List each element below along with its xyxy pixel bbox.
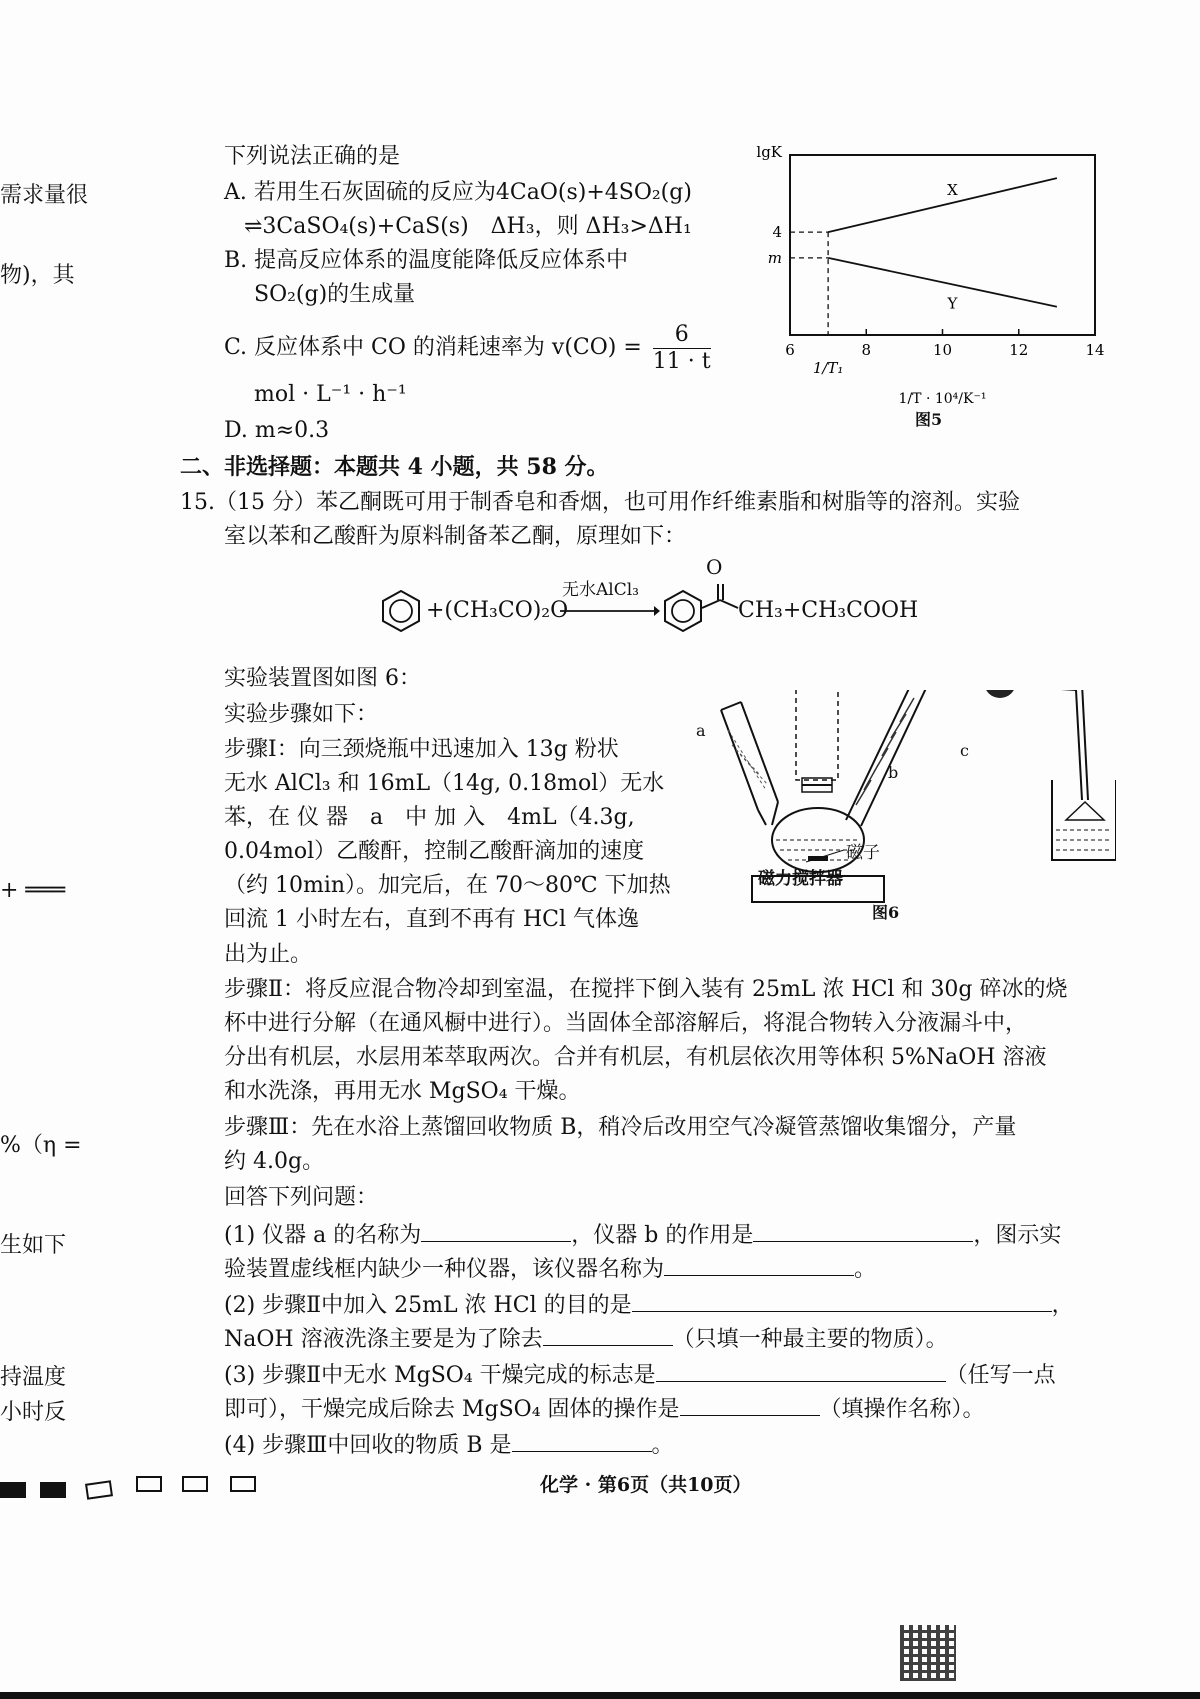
dropping-funnel-a [721,702,778,825]
drying-tube-c [984,690,1088,800]
q14-option-c [224,318,715,378]
subq3-text: (3) 步骤Ⅱ中无水 MgSO₄ 干燥完成的标志是 [224,1363,656,1388]
q14-option-c-text: C. 反应体系中 CO 的消耗速率为 v(CO) = [224,335,642,360]
carbonyl-bond-icon [700,582,740,612]
subq2-text: NaOH 溶液洗涤主要是为了除去 [224,1327,543,1352]
y-tick-label: 4 [772,223,782,242]
figure5-chart [750,140,1110,440]
answer-blank-6[interactable] [656,1359,946,1382]
step1-line5: （约 10min）。加完后，在 70～80℃ 下加热 [224,873,671,898]
subq2-text: ， [1051,1293,1074,1318]
step2-line4: 和水洗涤，再用无水 MgSO₄ 干燥。 [224,1079,581,1104]
step1-line2: 无水 AlCl₃ 和 16mL（14g, 0.18mol）无水 [224,771,665,796]
figure6-caption: 图6 [872,903,900,922]
q14-option-a-line1: A. 若用生石灰固硫的反应为4CaO(s)+4SO₂(g) [224,180,692,205]
equation-condition: 无水AlCl₃ [562,580,639,600]
subq2-line2 [224,1323,948,1355]
x-tick-label: 8 [861,341,872,359]
rate-fraction [653,322,711,375]
subq1-text: 。 [854,1257,877,1282]
step2-line1: 步骤Ⅱ：将反应混合物冷却到室温，在搅拌下倒入装有 25mL 浓 HCl 和 30g 碎冰的烧 [224,977,1068,1002]
footer-mark [85,1480,113,1499]
footer-mark [230,1476,256,1492]
footer-mark [136,1476,162,1492]
subq3-text: （任写一点 [945,1363,1056,1388]
bottom-edge [0,1692,1200,1699]
answer-blank-3[interactable] [664,1253,854,1276]
margin-fragment: %（η = [0,1133,82,1158]
q14-intro: 下列说法正确的是 [224,144,401,169]
equation-carbonyl-oxygen: O [706,555,723,579]
subq1-line2 [224,1253,876,1285]
q14-option-b-line2: SO₂(g)的生成量 [254,282,416,307]
missing-instrument-box [796,690,838,780]
subq1-text: ，仪器 b 的作用是 [571,1223,754,1248]
x-tick-label: 10 [932,341,953,359]
margin-fragment: 生如下 [0,1233,67,1258]
y-tick-label: m [767,248,782,267]
margin-fragment: 持温度 [0,1365,67,1390]
answer-blank-7[interactable] [680,1393,820,1416]
step1-line6: 回流 1 小时左右，直到不再有 HCl 气体逸 [224,907,640,932]
steps-intro: 实验步骤如下： [224,702,379,727]
x-tick-label: 12 [1009,341,1029,359]
subq3-line1 [224,1359,1056,1391]
step1-line4: 0.04mol）乙酸酐，控制乙酸酐滴加的速度 [224,839,645,864]
answer-intro: 回答下列问题： [224,1185,379,1210]
x-tick-label: 14 [1085,341,1105,359]
q14-option-c-unit: mol · L⁻¹ · h⁻¹ [254,382,407,407]
step1-line3: 苯，在 仪 器 a 中 加 入 4mL（4.3g, [224,805,635,830]
step1-line1: 步骤Ⅰ：向三颈烧瓶中迅速加入 13g 粉状 [224,737,619,762]
subq1-text: ，图示实 [973,1223,1062,1248]
subq3-line2 [224,1393,985,1425]
subq4-text: (4) 步骤Ⅲ中回收的物质 B 是 [224,1433,512,1458]
subq2-text: (2) 步骤Ⅱ中加入 25mL 浓 HCl 的目的是 [224,1293,632,1318]
q14-option-b-line1: B. 提高反应体系的温度能降低反应体系中 [224,248,629,273]
q15-line2: 室以苯和乙酸酐为原料制备苯乙酮，原理如下： [224,524,687,549]
benzene-ring-icon [378,588,424,634]
label-c: c [960,741,969,760]
label-stir-bar: 磁子 [846,843,880,863]
step2-line3: 分出有机层，水层用苯萃取两次。合并有机层，有机层依次用等体积 5%NaOH 溶液 [224,1045,1047,1070]
q14-option-a-line2: ⇌3CaSO₄(s)+CaS(s) ΔH₃，则 ΔH₃>ΔH₁ [244,214,692,239]
step2-line2: 杯中进行分解（在通风橱中进行）。当固体全部溶解后，将混合物转入分液漏斗中， [224,1011,1028,1036]
margin-fragment: 物)，其 [0,263,75,288]
subq2-text: （只填一种最主要的物质）。 [672,1327,948,1352]
equation-product: CH₃+CH₃COOH [738,598,919,623]
answer-blank-5[interactable] [543,1323,673,1346]
subq2-line1 [224,1289,1074,1321]
absorption-beaker [1052,780,1116,860]
answer-blank-4[interactable] [632,1289,1052,1312]
plot-frame [790,155,1095,335]
page-footer: 化学 · 第6页（共10页） [540,1474,752,1496]
margin-fragment: + ═══ [0,878,66,903]
label-a: a [696,721,706,740]
series-line [828,178,1057,232]
answer-blank-1[interactable] [421,1219,571,1242]
fig6-intro: 实验装置图如图 6： [224,666,421,691]
step3-line2: 约 4.0g。 [224,1149,325,1174]
qr-code-icon [900,1625,956,1681]
margin-fragment: 小时反 [0,1400,67,1425]
x-tick-label: 6 [785,341,795,359]
figure6-apparatus [696,690,1116,930]
answer-blank-8[interactable] [512,1429,652,1452]
subq4-text: 。 [651,1433,674,1458]
section-heading: 二、非选择题：本题共 4 小题，共 58 分。 [180,454,609,480]
x-axis-label: 1/T · 10⁴/K⁻¹ [898,391,987,407]
label-magnetic-stirrer: 磁力搅拌器 [758,869,843,889]
answer-blank-2[interactable] [753,1219,973,1242]
figure5-caption: 图5 [915,410,943,429]
y-axis-label: lgK [756,143,782,161]
subq4-line1 [224,1429,674,1461]
margin-fragment: 需求量很 [0,183,89,208]
subq1-text: 验装置虚线框内缺少一种仪器，该仪器名称为 [224,1257,665,1282]
series-line [828,258,1057,307]
x-marker-label: 1/T₁ [812,359,844,377]
fraction-denominator: 11 · t [652,348,711,374]
footer-mark [0,1482,26,1498]
step3-line1: 步骤Ⅲ：先在水浴上蒸馏回收物质 B，稍冷后改用空气冷凝管蒸馏收集馏分，产量 [224,1115,1017,1140]
q15-line1: 15.（15 分）苯乙酮既可用于制香皂和香烟，也可用作纤维素脂和树脂等的溶剂。实验 [180,490,1020,515]
subq3-text: 即可），干燥完成后除去 MgSO₄ 固体的操作是 [224,1397,680,1422]
step1-line7: 出为止。 [224,942,313,967]
series-label: X [947,181,958,200]
q14-option-d: D. m≈0.3 [224,418,330,443]
fraction-numerator: 6 [653,322,711,349]
series-label: Y [947,294,958,313]
footer-mark [182,1476,208,1492]
footer-mark [40,1482,66,1498]
subq1-text: (1) 仪器 a 的名称为 [224,1223,422,1248]
label-b: b [888,763,899,782]
subq1-line1 [224,1219,1061,1251]
subq3-text: （填操作名称）。 [819,1397,985,1422]
equation-reactant: +(CH₃CO)₂O [426,598,569,623]
reaction-arrow-icon [560,604,660,618]
